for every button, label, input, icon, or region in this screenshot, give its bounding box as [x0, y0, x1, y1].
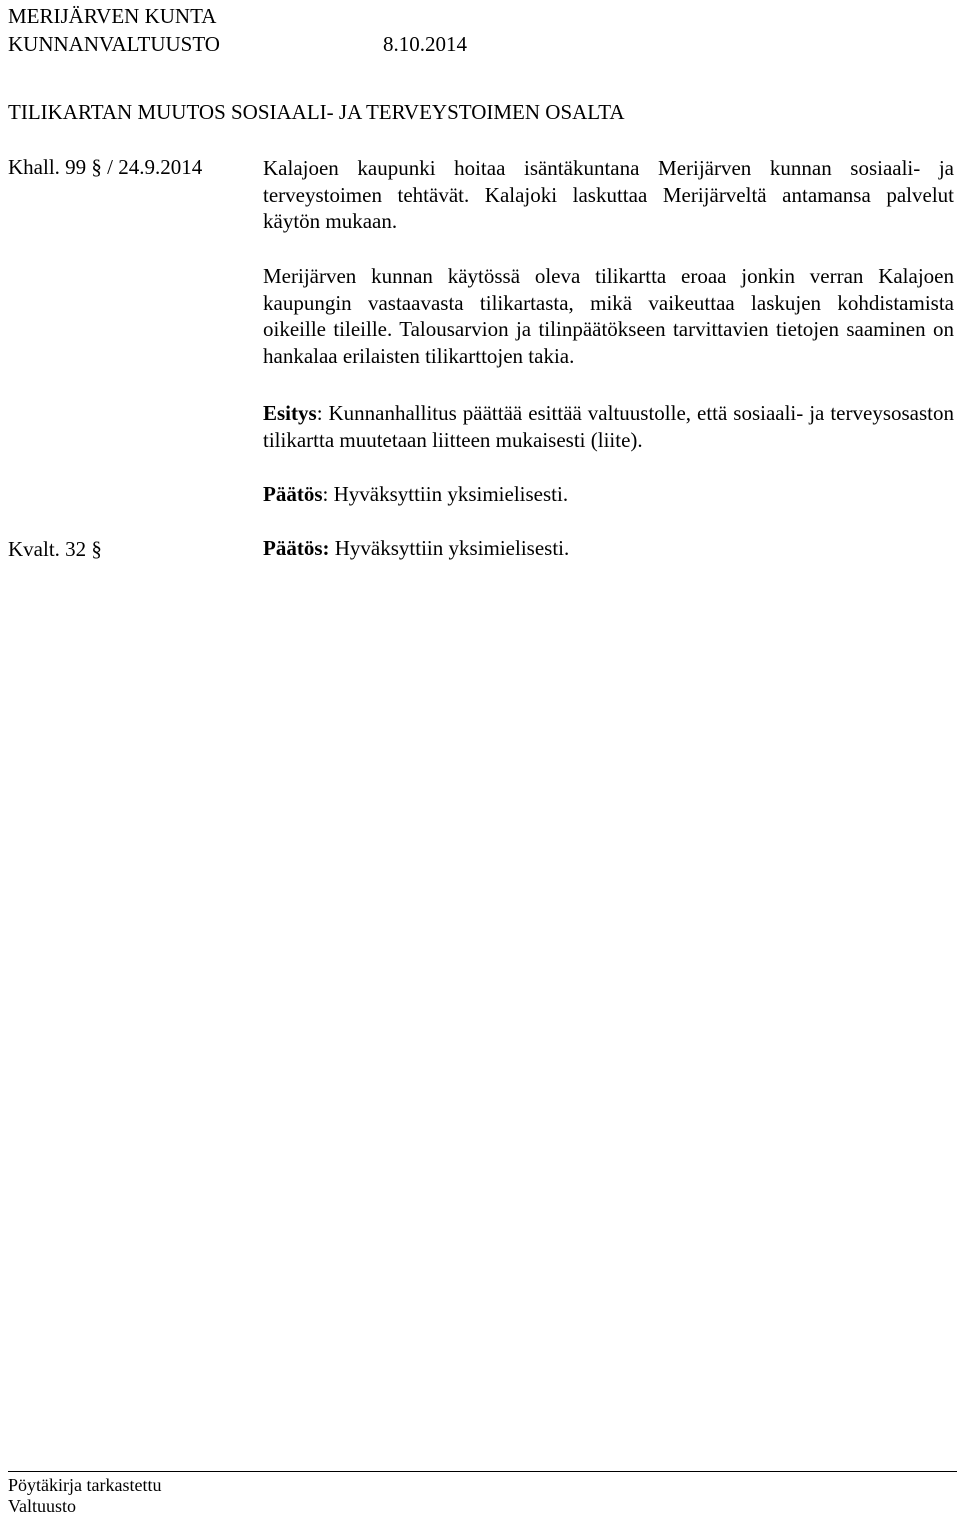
khall-decision-text: : Hyväksyttiin yksimielisesti. [322, 482, 569, 506]
khall-case-label: Khall. 99 § / 24.9.2014 [8, 155, 203, 179]
proposal-text: : Kunnanhallitus päättää esittää valtuustolle, että sosiaali- ja terveysosaston tilikartta muutetaan liitteen mukaisesti (liite). [263, 401, 954, 452]
footer-council-label: Valtuusto [8, 1496, 77, 1516]
kvalt-decision [263, 535, 954, 562]
proposal-label: Esitys [263, 401, 317, 425]
khall-paragraph-2: Merijärven kunnan käytössä oleva tilikartta eroaa jonkin verran Kalajoen kaupungin vastaavasta tilikartasta, mikä vaikeuttaa laskujen kohdistamista oikeille tileille. Talousarvion ja tilinpäätökseen tarvittavien tietojen saaminen on hankalaa erilaisten tilikarttojen takia. [263, 264, 954, 368]
khall-proposal [263, 400, 954, 453]
khall-decision [263, 481, 954, 508]
header-body: KUNNANVALTUUSTO [8, 32, 220, 56]
khall-decision-label: Päätös [263, 482, 323, 506]
footer-divider [8, 1471, 957, 1472]
kvalt-decision-text: Hyväksyttiin yksimielisesti. [329, 536, 570, 560]
footer-checked-label: Pöytäkirja tarkastettu [8, 1475, 162, 1495]
header-date: 8.10.2014 [383, 32, 467, 56]
header-organization: MERIJÄRVEN KUNTA [8, 4, 217, 28]
document-title: TILIKARTAN MUUTOS SOSIAALI- JA TERVEYSTOIMEN OSALTA [8, 100, 625, 124]
kvalt-decision-label: Päätös: [263, 536, 330, 560]
kvalt-case-label: Kvalt. 32 § [8, 537, 102, 561]
khall-paragraph-1: Kalajoen kaupunki hoitaa isäntäkuntana Merijärven kunnan sosiaali- ja terveystoimen tehtävät. Kalajoki laskuttaa Merijärveltä antamansa palvelut käytön mukaan. [263, 156, 954, 233]
